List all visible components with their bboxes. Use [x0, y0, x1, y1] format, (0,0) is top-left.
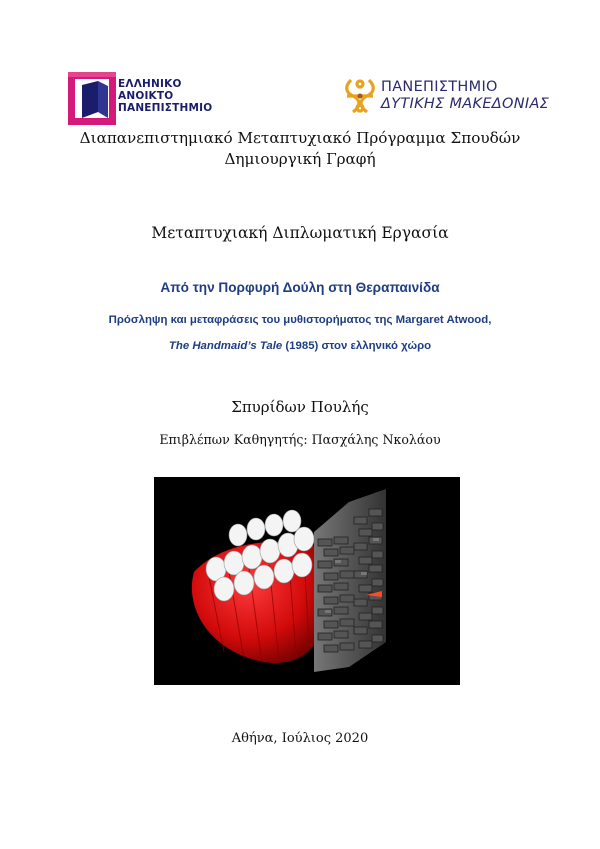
- book-year: (1985): [285, 340, 319, 352]
- uowm-logo: [343, 76, 553, 120]
- cover-illustration: [154, 477, 460, 685]
- eap-line-3: ΠΑΝΕΠΙΣΤΗΜΙΟ: [118, 102, 213, 114]
- eap-logo-text: [118, 78, 212, 114]
- thesis-subtitle-line-2: [0, 340, 600, 352]
- eap-emblem-icon: [68, 72, 118, 126]
- book-title: The Handmaid’s Tale: [168, 340, 283, 352]
- supervisor: Επιβλέπων Καθηγητής: Πασχάλης Νκολάου: [159, 432, 441, 447]
- place-and-date: Αθήνα, Ιούλιος 2020: [231, 731, 369, 746]
- subtitle-rest: στον ελληνικό χώρο: [321, 340, 432, 352]
- thesis-type: Μεταπτυχιακή Διπλωματική Εργασία: [151, 224, 449, 242]
- thesis-title: Από την Πορφυρή Δούλη στη Θεραπαινίδα: [160, 280, 440, 295]
- program-subject: Δημιουργική Γραφή: [224, 150, 376, 168]
- uowm-logo-text: [381, 79, 549, 113]
- thesis-subtitle-line-1: Πρόσληψη και μεταφράσεις του μυθιστορήματος της Margaret Atwood,: [108, 314, 492, 326]
- uowm-line-1: ΠΑΝΕΠΙΣΤΗΜΙΟ: [381, 79, 498, 95]
- uowm-emblem-icon: [343, 76, 377, 116]
- eap-logo: [68, 72, 218, 126]
- author-name: Σπυρίδων Πουλής: [231, 398, 369, 416]
- handmaids-wall-illustration-icon: [154, 477, 460, 685]
- eap-line-2: ΑΝΟΙΚΤΟ: [118, 90, 174, 102]
- program-name: Διαπανεπιστημιακό Μεταπτυχιακό Πρόγραμμα Σπουδών: [79, 129, 521, 147]
- uowm-line-2: ΔΥΤΙΚΗΣ ΜΑΚΕΔΟΝΙΑΣ: [381, 96, 550, 112]
- eap-line-1: ΕΛΛΗΝΙΚΟ: [118, 78, 182, 90]
